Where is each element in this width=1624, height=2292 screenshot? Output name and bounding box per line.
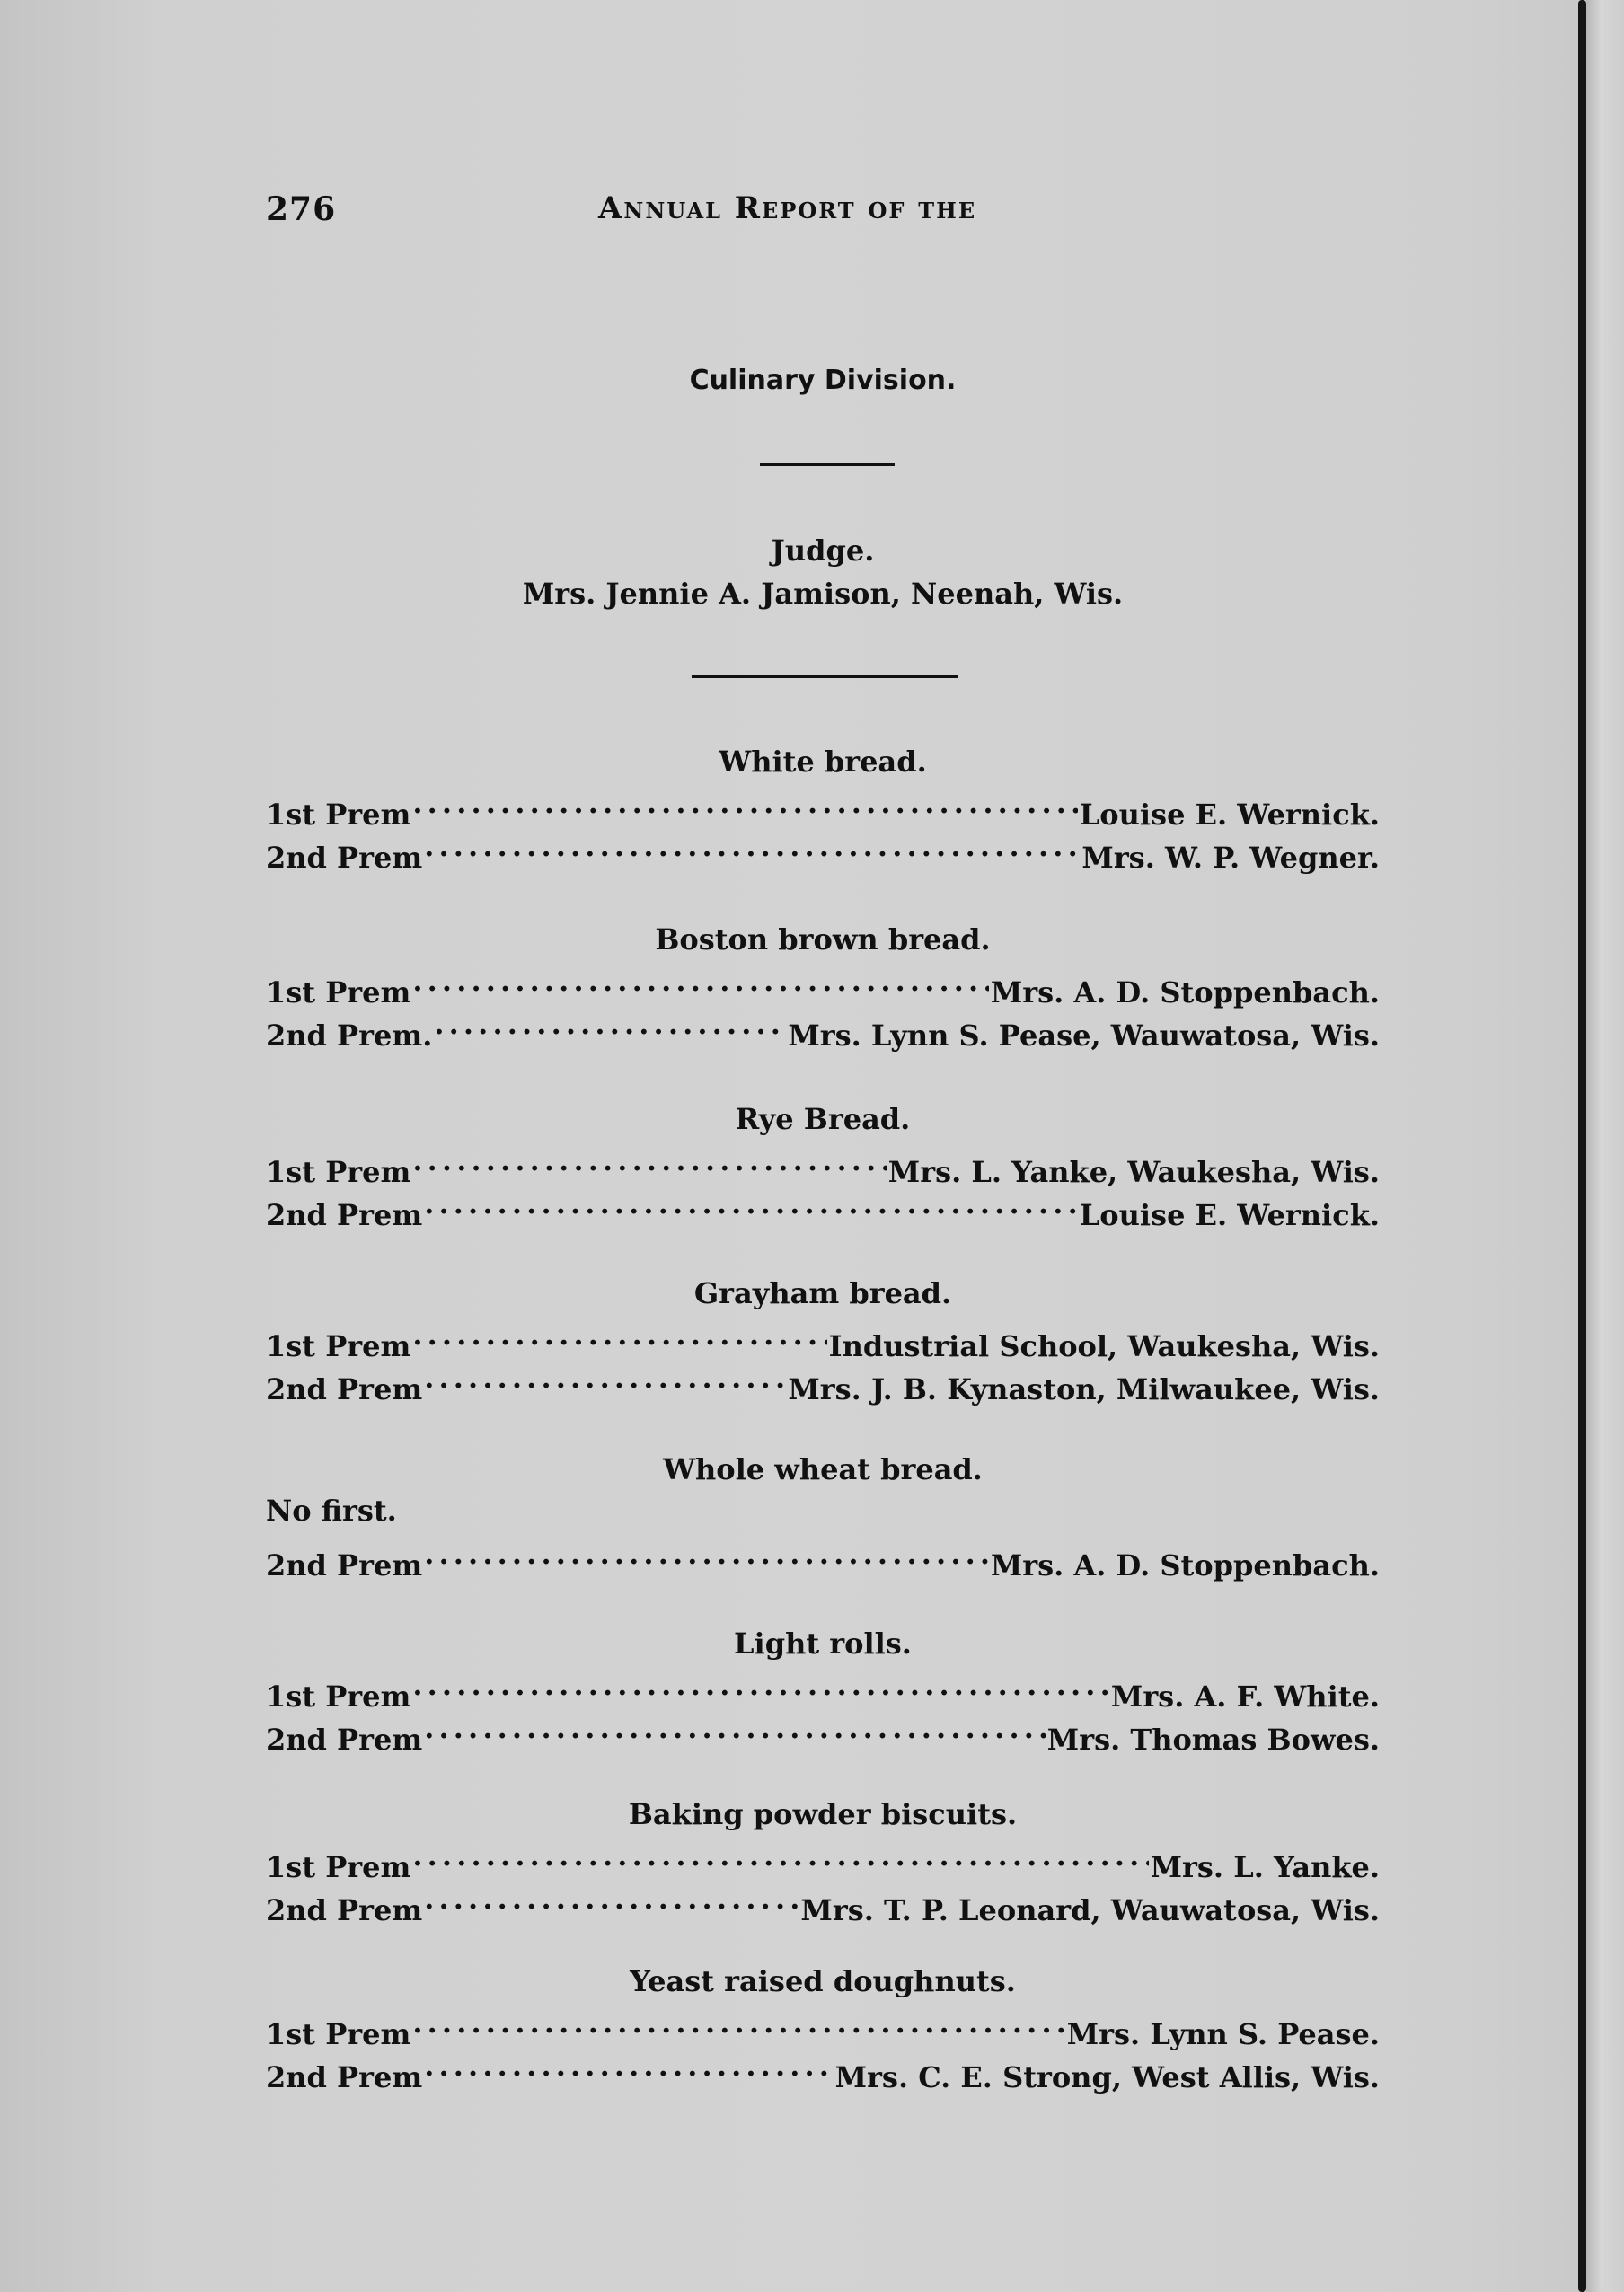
prize-label: 1st Prem — [266, 798, 411, 832]
dot-leader — [434, 1002, 786, 1045]
prize-row — [266, 781, 1380, 832]
category-title: Light rolls. — [734, 1626, 912, 1661]
prize-winner: Louise E. Wernick. — [1079, 1198, 1380, 1232]
dot-leader — [424, 1356, 786, 1399]
prize-winner: Mrs. A. D. Stoppenbach. — [990, 1548, 1380, 1582]
prize-winner: Mrs. A. D. Stoppenbach. — [990, 975, 1380, 1009]
category-grayham-bread — [266, 1274, 1380, 1406]
category-whole-wheat-bread — [266, 1450, 1380, 1582]
prize-row — [266, 2001, 1380, 2051]
category-rye-bread — [266, 1099, 1380, 1232]
dot-leader — [424, 1877, 799, 1920]
running-title: Annual Report of the — [598, 190, 977, 226]
prize-winner: Louise E. Wernick. — [1079, 798, 1380, 832]
prize-label: 2nd Prem — [266, 841, 423, 875]
prize-winner: Mrs. T. P. Leonard, Wauwatosa, Wis. — [800, 1893, 1380, 1927]
dot-leader — [412, 1834, 1148, 1877]
dot-leader — [424, 1182, 1078, 1225]
dot-leader — [412, 959, 988, 1002]
prize-label: 2nd Prem — [266, 1893, 423, 1927]
category-light-rolls — [266, 1624, 1380, 1757]
dot-leader — [412, 781, 1077, 824]
page-header — [266, 190, 1056, 235]
prize-winner: Mrs. J. B. Kynaston, Milwaukee, Wis. — [788, 1372, 1380, 1406]
prize-label: 2nd Prem — [266, 2060, 423, 2094]
page-gutter-edge — [1578, 0, 1586, 2292]
dot-leader — [412, 1313, 826, 1356]
prize-label: 1st Prem — [266, 2017, 411, 2051]
judge-heading: Judge. — [771, 533, 875, 568]
division-title: Culinary Division. — [689, 365, 957, 396]
prize-winner: Industrial School, Waukesha, Wis. — [828, 1329, 1380, 1363]
page-number: 276 — [266, 190, 337, 228]
page-margin-shadow — [1586, 0, 1624, 2292]
prize-label: 1st Prem — [266, 1850, 411, 1884]
prize-label: 1st Prem — [266, 1679, 411, 1714]
prize-label: 2nd Prem — [266, 1548, 423, 1582]
category-title: Boston brown bread. — [655, 922, 991, 956]
prize-label: 1st Prem — [266, 975, 411, 1009]
dot-leader — [424, 1532, 989, 1575]
category-title: White bread. — [719, 745, 927, 779]
dot-leader — [412, 1663, 1109, 1706]
prize-winner: Mrs. W. P. Wegner. — [1081, 841, 1380, 875]
divider-rule — [760, 463, 895, 466]
prize-label: 2nd Prem — [266, 1372, 423, 1406]
prize-row — [266, 959, 1380, 1009]
prize-winner: Mrs. L. Yanke, Waukesha, Wis. — [887, 1155, 1380, 1189]
prize-winner: Mrs. A. F. White. — [1110, 1679, 1380, 1714]
category-title: Baking powder biscuits. — [628, 1797, 1018, 1831]
prize-row — [266, 1313, 1380, 1363]
dot-leader — [412, 2001, 1064, 2044]
prize-winner: Mrs. Thomas Bowes. — [1046, 1723, 1380, 1757]
prize-winner: Mrs. Lynn S. Pease, Wauwatosa, Wis. — [788, 1018, 1380, 1053]
prize-winner: Mrs. Lynn S. Pease. — [1066, 2017, 1380, 2051]
prize-label: 2nd Prem. — [266, 1018, 433, 1053]
prize-winner: Mrs. L. Yanke. — [1150, 1850, 1380, 1884]
category-baking-powder-biscuits — [266, 1794, 1380, 1927]
prize-row — [266, 1139, 1380, 1189]
category-boston-brown-bread — [266, 920, 1380, 1053]
category-title: Rye Bread. — [735, 1102, 911, 1136]
no-first-note: No first. — [266, 1494, 397, 1528]
dot-leader — [424, 1706, 1046, 1750]
prize-winner: Mrs. C. E. Strong, West Allis, Wis. — [834, 2060, 1380, 2094]
category-white-bread — [266, 742, 1380, 875]
dot-leader — [424, 2044, 833, 2087]
category-title: Grayham bread. — [693, 1276, 952, 1310]
prize-row — [266, 1834, 1380, 1884]
prize-label: 1st Prem — [266, 1329, 411, 1363]
dot-leader — [412, 1139, 886, 1182]
category-title: Whole wheat bread. — [663, 1452, 983, 1486]
category-yeast-raised-doughnuts — [266, 1961, 1380, 2094]
divider-rule — [692, 675, 958, 678]
category-title: Yeast raised doughnuts. — [630, 1964, 1016, 1998]
prize-label: 2nd Prem — [266, 1198, 423, 1232]
prize-label: 2nd Prem — [266, 1723, 423, 1757]
prize-row — [266, 1532, 1380, 1582]
prize-label: 1st Prem — [266, 1155, 411, 1189]
judge-name: Mrs. Jennie A. Jamison, Neenah, Wis. — [522, 577, 1124, 611]
prize-row — [266, 1663, 1380, 1714]
dot-leader — [424, 824, 1080, 868]
